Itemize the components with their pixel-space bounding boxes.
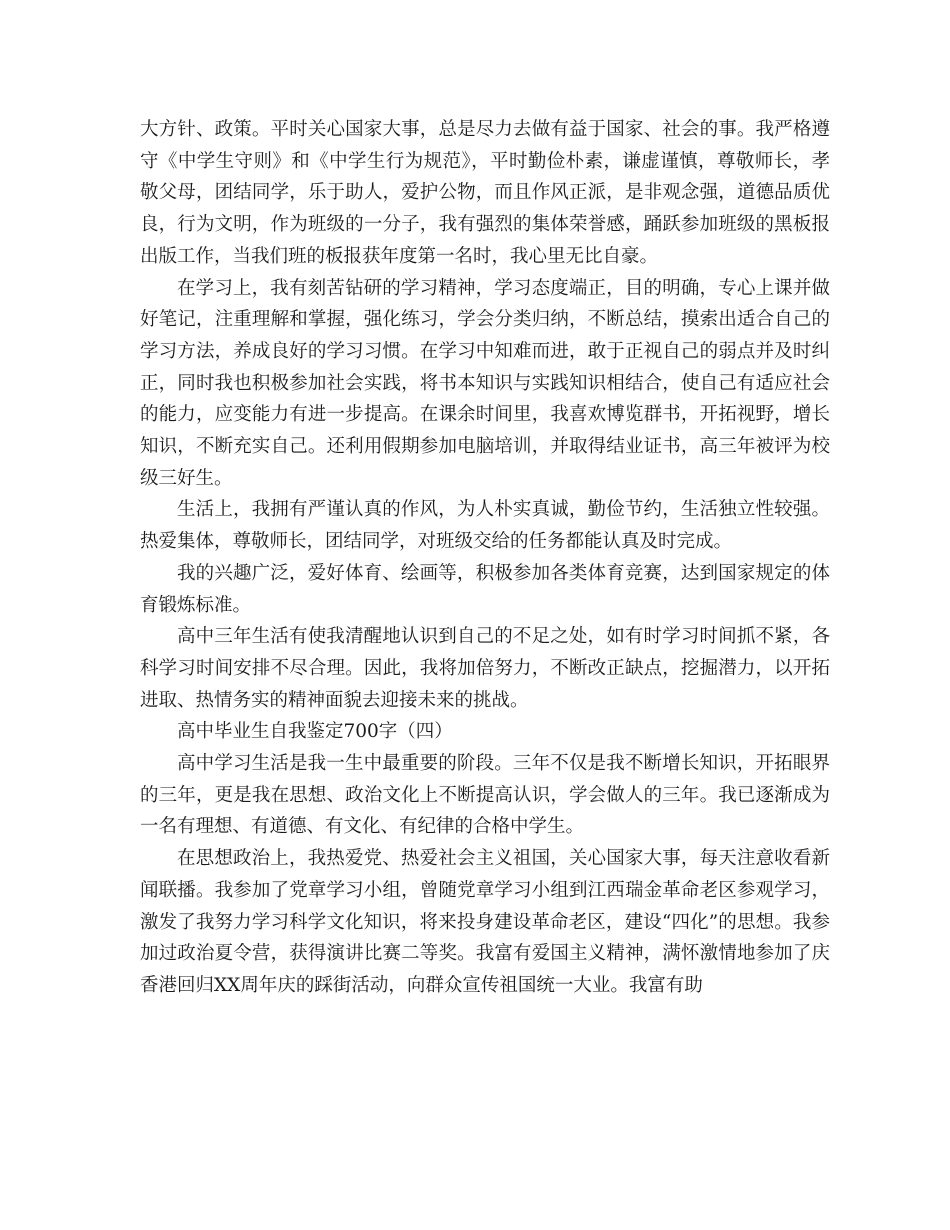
paragraph-shortcomings: 高中三年生活有使我清醒地认识到自己的不足之处，如有时学习时间抓不紧，各科学习时间安排不尽合理。因此，我将加倍努力，不断改正缺点，挖掘潜力，以开拓进取、热情务实的精神面貌去迎接未来的挑战。 (140, 626, 830, 711)
paragraph-continuation: 大方针、政策。平时关心国家大事，总是尽力去做有益于国家、社会的事。我严格遵守《中学生守则》和《中学生行为规范》，平时勤俭朴素，谦虚谨慎，尊敬师长，孝敬父母，团结同学，乐于助人，爱护公物，而且作风正派，是非观念强，道德品质优良，行为文明，作为班级的一分子，我有强烈的集体荣誉感，踊跃参加班级的黑板报出版工作，当我们班的板报获年度第一名时，我心里无比自豪。 (140, 119, 830, 267)
paragraph-intro: 高中学习生活是我一生中最重要的阶段。三年不仅是我不断增长知识，开拓眼界的三年，更是我在思想、政治文化上不断提高认识，学会做人的三年。我已逐渐成为一名有理想、有道德、有文化、有纪律的合格中学生。 (140, 753, 830, 838)
section-heading: 高中毕业生自我鉴定700字（四） (177, 721, 453, 743)
paragraph-interests: 我的兴趣广泛，爱好体育、绘画等，积极参加各类体育竞赛，达到国家规定的体育锻炼标准。 (140, 562, 830, 616)
paragraph-politics: 在思想政治上，我热爱党、热爱社会主义祖国，关心国家大事，每天注意收看新闻联播。我参加了党章学习小组，曾随党章学习小组到江西瑞金革命老区参观学习，激发了我努力学习科学文化知识，将来投身建设革命老区，建设“四化”的思想。我参加过政治夏令营，获得演讲比赛二等奖。我富有爱国主义精神，满怀激情地参加了庆香港回归XX周年庆的踩街活动，向群众宣传祖国统一大业。我富有助 (140, 848, 830, 996)
paragraph-life: 生活上，我拥有严谨认真的作风，为人朴实真诚，勤俭节约，生活独立性较强。热爱集体，尊敬师长，团结同学，对班级交给的任务都能认真及时完成。 (140, 499, 830, 553)
document-body (140, 114, 830, 1002)
paragraph-study: 在学习上，我有刻苦钻研的学习精神，学习态度端正，目的明确，专心上课并做好笔记，注重理解和掌握，强化练习，学会分类归纳，不断总结，摸索出适合自己的学习方法，养成良好的学习习惯。在学习中知难而进，敢于正视自己的弱点并及时纠正，同时我也积极参加社会实践，将书本知识与实践知识相结合，使自己有适应社会的能力，应变能力有进一步提高。在课余时间里，我喜欢博览群书，开拓视野，增长知识，不断充实自己。还利用假期参加电脑培训，并取得结业证书，高三年被评为校级三好生。 (140, 277, 830, 489)
